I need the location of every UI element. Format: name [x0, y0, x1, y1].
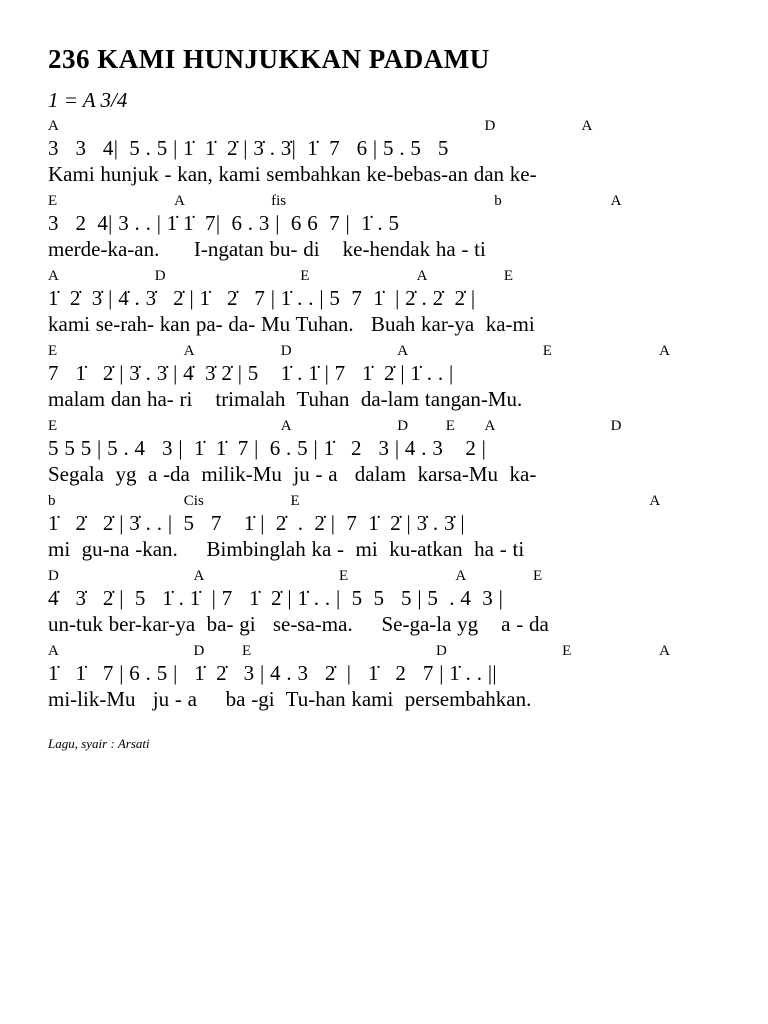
- notation-line: 5 5 5 | 5 . 4 3 | 1̇ 1̇ 7 | 6 . 5 | 1̇ 2 3 | 4 . 3 2 |: [48, 436, 487, 460]
- chord-symbol: A: [193, 568, 205, 584]
- chord-symbol: A: [48, 643, 59, 659]
- chord-row: [0, 343, 768, 363]
- chord-symbol: A: [48, 268, 59, 284]
- lyrics-line: Kami hunjuk - kan, kami sembahkan ke-bebas-an dan ke-: [48, 162, 537, 186]
- music-system: [0, 268, 768, 344]
- chord-symbol: A: [174, 193, 185, 209]
- chord-symbol: E: [242, 643, 252, 659]
- credit-line: Lagu, syair : Arsati: [48, 736, 150, 751]
- chord-symbol: b: [48, 493, 56, 509]
- chord-symbol: A: [48, 118, 59, 134]
- chord-symbol: A: [397, 343, 409, 359]
- chord-symbol: A: [455, 568, 467, 584]
- lyrics-line: malam dan ha- ri trimalah Tuhan da-lam tangan-Mu.: [48, 387, 523, 411]
- notation-line: 7 1̇ 2̇ | 3̇ . 3̇ | 4̇ 3̇ 2̇ | 5 1̇ . 1̇ | 7 1̇ 2̇ | 1̇ . . |: [48, 361, 454, 385]
- chord-symbol: A: [581, 118, 593, 134]
- chord-symbol: D: [610, 418, 622, 434]
- chord-row: [0, 493, 768, 513]
- chord-row: [0, 268, 768, 288]
- lyrics-line: kami se-rah- kan pa- da- Mu Tuhan. Buah kar-ya ka-mi: [48, 312, 535, 336]
- key-signature: 1 = A 3/4: [48, 88, 128, 112]
- music-system: [0, 643, 768, 719]
- chord-symbol: E: [48, 418, 58, 434]
- chord-symbol: D: [154, 268, 166, 284]
- chord-symbol: E: [48, 343, 58, 359]
- music-system: [0, 568, 768, 644]
- notation-line: 1̇ 2̇ 2̇ | 3̇ . . | 5 7 1̇ | 2̇ . 2̇ | 7 1̇ 2̇ | 3̇ . 3̇ |: [48, 511, 465, 535]
- chord-row: [0, 193, 768, 213]
- notation-line: 4̇ 3̇ 2̇ | 5 1̇ . 1̇ | 7 1̇ 2̇ | 1̇ . . | 5 5 5 | 5 . 4 3 |: [48, 586, 504, 610]
- chord-symbol: A: [280, 418, 292, 434]
- chord-symbol: E: [290, 493, 300, 509]
- chord-symbol: D: [193, 643, 205, 659]
- chord-symbol: E: [533, 568, 543, 584]
- lyrics-line: mi gu-na -kan. Bimbinglah ka - mi ku-atkan ha - ti: [48, 537, 525, 561]
- notation-line: 3 3 4| 5 . 5 | 1̇ 1̇ 2̇ | 3̇ . 3̇| 1̇ 7 6 | 5 . 5 5: [48, 136, 449, 160]
- notation-line: 1̇ 2̇ 3̇ | 4̇ . 3̇ 2̇ | 1̇ 2̇ 7 | 1̇ . . | 5 7 1̇ | 2̇ . 2̇ 2̇ |: [48, 286, 476, 310]
- music-system: [0, 493, 768, 569]
- chord-row: [0, 418, 768, 438]
- chord-row: [0, 118, 768, 138]
- notation-line: 1̇ 1̇ 7 | 6 . 5 | 1̇ 2̇ 3 | 4 . 3 2̇ | 1̇ 2 7 | 1̇ . . ||: [48, 661, 497, 685]
- chord-row: [0, 643, 768, 663]
- lyrics-line: mi-lik-Mu ju - a ba -gi Tu-han kami persembahkan.: [48, 687, 532, 711]
- chord-symbol: E: [300, 268, 310, 284]
- music-system: [0, 343, 768, 419]
- music-system: [0, 118, 768, 194]
- chord-symbol: fis: [271, 193, 287, 209]
- chord-symbol: E: [445, 418, 455, 434]
- chord-symbol: A: [183, 343, 195, 359]
- chord-symbol: E: [542, 343, 552, 359]
- chord-symbol: Cis: [183, 493, 204, 509]
- chord-symbol: E: [562, 643, 572, 659]
- notation-line: 3 2 4| 3 . . | 1̇ 1̇ 7| 6 . 3 | 6 6 7 | 1̇ . 5: [48, 211, 400, 235]
- chord-symbol: D: [397, 418, 409, 434]
- chord-symbol: D: [484, 118, 496, 134]
- chord-symbol: b: [494, 193, 502, 209]
- music-system: [0, 193, 768, 269]
- chord-symbol: A: [610, 193, 622, 209]
- chord-symbol: A: [649, 493, 661, 509]
- chord-symbol: E: [339, 568, 349, 584]
- lyrics-line: merde-ka-an. I-ngatan bu- di ke-hendak ha - ti: [48, 237, 486, 261]
- chord-row: [0, 568, 768, 588]
- song-title: 236 KAMI HUNJUKKAN PADAMU: [48, 44, 490, 74]
- chord-symbol: A: [416, 268, 428, 284]
- chord-symbol: D: [280, 343, 292, 359]
- music-system: [0, 418, 768, 494]
- chord-symbol: E: [48, 193, 58, 209]
- chord-symbol: D: [436, 643, 447, 659]
- chord-symbol: E: [503, 268, 514, 284]
- chord-symbol: A: [659, 643, 670, 659]
- lyrics-line: Segala yg a -da milik-Mu ju - a dalam karsa-Mu ka-: [48, 462, 537, 486]
- chord-symbol: D: [48, 568, 59, 584]
- lyrics-line: un-tuk ber-kar-ya ba- gi se-sa-ma. Se-ga-la yg a - da: [48, 612, 549, 636]
- chord-symbol: A: [659, 343, 670, 359]
- chord-symbol: A: [484, 418, 496, 434]
